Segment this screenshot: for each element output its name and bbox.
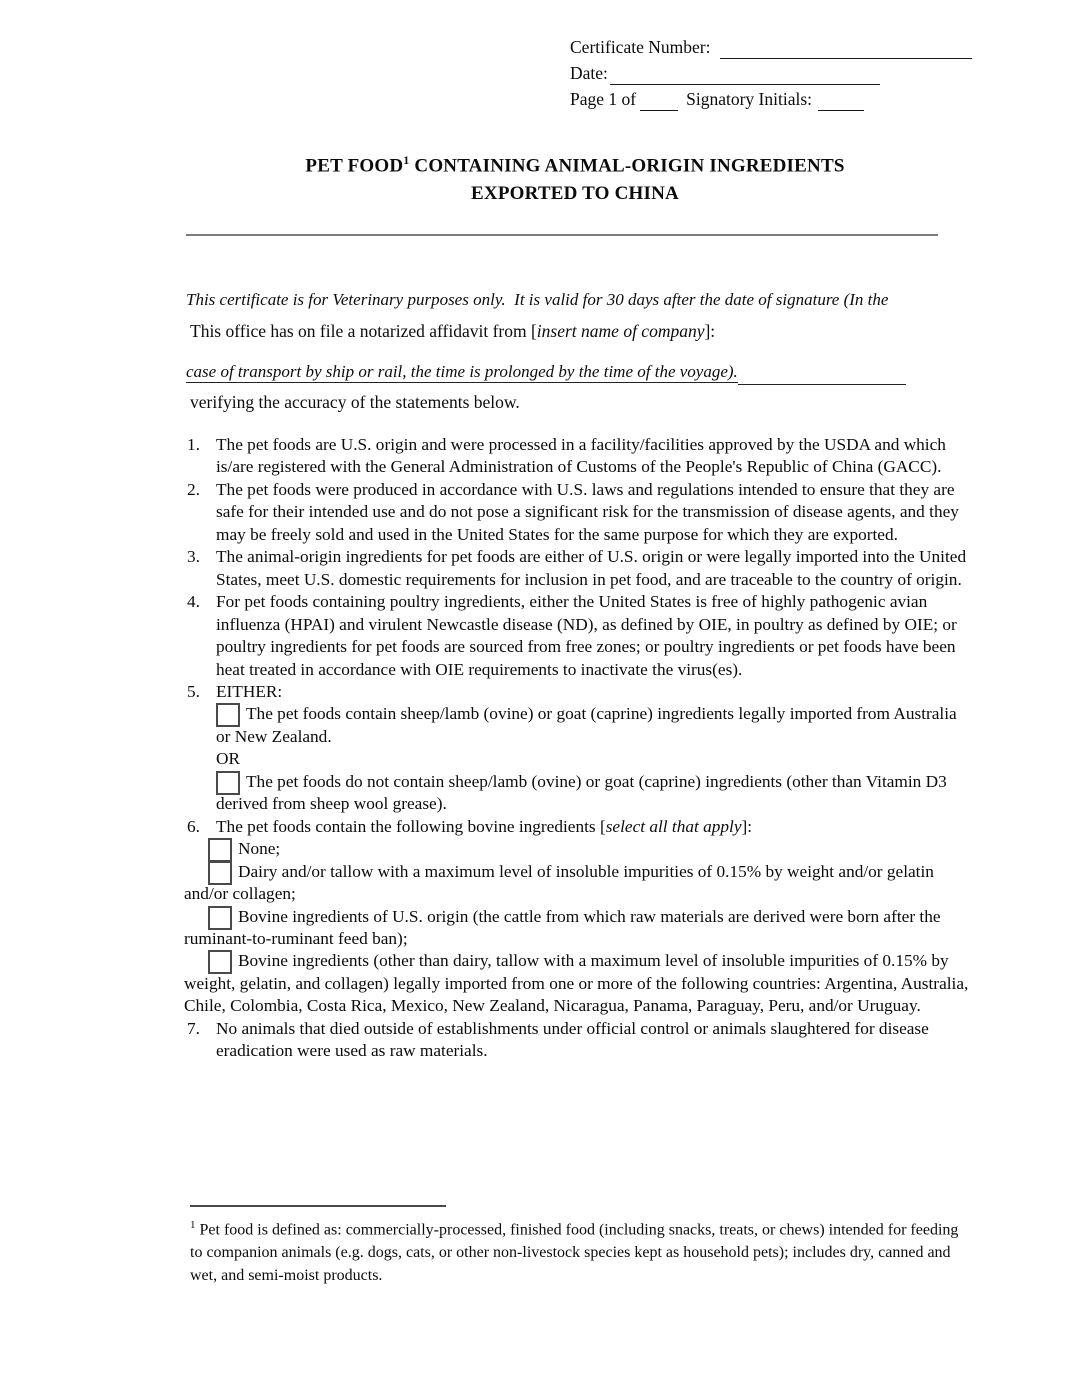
option-text: None; xyxy=(238,839,281,859)
option-text: The pet foods do not contain sheep/lamb (ovine) or goat (caprine) ingredients (other than Vitamin D3 derived from sheep wool grease). xyxy=(216,771,947,814)
signatory-initials-blank[interactable] xyxy=(818,92,864,111)
item-text: The pet foods were produced in accordance with U.S. laws and regulations intended to ensure that they are safe for their intended use and do not pose a significant risk for the transmission of disease agents, and they may be freely sold and used in the United States for the same purpose for which they are exported. xyxy=(216,479,959,544)
option-text: Bovine ingredients of U.S. origin (the cattle from which raw materials are derived were born after the ruminant-to-ruminant feed ban); xyxy=(184,906,941,948)
item-number: 1. xyxy=(187,435,200,454)
list-item-1 xyxy=(184,434,970,479)
select-all-note: select all that apply xyxy=(605,816,742,836)
bovine-intro: The pet foods contain the following bovine ingredients [select all that apply]: xyxy=(216,816,753,836)
validity-notice-line2: case of transport by ship or rail, the time is prolonged by the time of the voyage). xyxy=(186,360,938,384)
certificate-number-row xyxy=(570,34,1030,60)
option-no-sheep xyxy=(216,771,970,816)
date-blank[interactable] xyxy=(610,66,880,85)
item-number: 7. xyxy=(187,1018,200,1038)
item-number: 4. xyxy=(187,592,200,612)
page-signatory-row xyxy=(570,86,1030,112)
list-item-5 xyxy=(184,681,970,816)
item-text: The animal-origin ingredients for pet foods are either of U.S. origin or were legally imported into the United States, meet U.S. domestic requirements for inclusion in pet food, and are traceable to the country of origin. xyxy=(216,547,967,589)
signatory-initials-label: Signatory Initials: xyxy=(686,89,813,109)
list-item-4 xyxy=(184,591,970,681)
affidavit-paragraph: This office has on file a notarized affidavit from [insert name of company]: xyxy=(190,321,716,341)
item-text: The pet foods are U.S. origin and were processed in a facility/facilities approved by the USDA and which is/are registered with the General Administration of Customs of the People's Republic of China (GACC). xyxy=(216,435,946,477)
footnote-number: 1 xyxy=(190,1219,196,1231)
item-number: 3. xyxy=(187,547,200,567)
option-bovine-imported xyxy=(184,950,970,1017)
checkbox[interactable] xyxy=(208,842,238,854)
option-sheep-imported xyxy=(216,703,970,748)
option-text: Bovine ingredients (other than dairy, tallow with a maximum level of insoluble impurities of 0.15% by weight, gelatin, and collagen) legally imported from one or more of the following countries: Argentina, Australia, Chile, Colombia, Costa Rica, Mexico, New Zealand, Nicaragua, Panama, Paraguay, Peru, and/or Uruguay. xyxy=(184,951,969,1016)
list-item-2 xyxy=(184,479,970,546)
option-none xyxy=(184,838,970,860)
document-title-line1 xyxy=(190,146,960,180)
title-text: PET FOOD xyxy=(305,155,404,177)
page-total-blank[interactable] xyxy=(640,92,678,111)
or-label: OR xyxy=(216,749,241,769)
title-footnote-reference: 1 xyxy=(403,153,410,167)
either-label: EITHER: xyxy=(216,681,283,701)
option-bovine-us-origin xyxy=(184,906,970,951)
list-item-7 xyxy=(184,1018,970,1063)
list-item-6 xyxy=(184,816,970,1018)
item-number: 6. xyxy=(187,816,200,836)
document-title-line2: EXPORTED TO CHINA xyxy=(471,183,679,205)
footnote-separator xyxy=(190,1205,446,1207)
statements-list xyxy=(184,434,970,1063)
item-text: No animals that died outside of establishments under official control or animals slaughtered for disease eradication were used as raw materials. xyxy=(216,1018,929,1061)
option-text: Dairy and/or tallow with a maximum level of insoluble impurities of 0.15% by weight and/or gelatin and/or collagen; xyxy=(184,861,934,904)
list-item-3 xyxy=(184,546,970,591)
validity-notice-line1: This certificate is for Veterinary purposes only. It is valid for 30 days after the date of signature (In the xyxy=(186,290,889,309)
verifying-paragraph: verifying the accuracy of the statements below. xyxy=(190,392,520,412)
item-text: For pet foods containing poultry ingredients, either the United States is free of highly pathogenic avian influenza (HPAI) and virulent Newcastle disease (ND), as defined by OIE, in poultry as defined by OIE; or poultry ingredients for pet foods are sourced from free zones; or poultry ingredients or pet foods have been heat treated in accordance with OIE requirements to inactivate the virus(es). xyxy=(216,592,957,679)
date-row xyxy=(570,60,1030,86)
option-dairy-tallow xyxy=(184,861,970,906)
checkbox[interactable] xyxy=(208,910,238,922)
checkbox[interactable] xyxy=(216,707,246,719)
footnote-text: Pet food is defined as: commercially-processed, finished food (including snacks, treats, or chews) intended for feeding to companion animals (e.g. dogs, cats, or other non-livestock species kept as household pets); includes dry, canned and wet, and semi-moist products. xyxy=(190,1221,959,1285)
document-title xyxy=(190,146,960,208)
certificate-number-blank[interactable] xyxy=(720,40,972,59)
checkbox[interactable] xyxy=(208,865,238,877)
insert-company-placeholder: insert name of company xyxy=(536,321,705,341)
footnote xyxy=(190,1214,970,1287)
title-text-rest: CONTAINING ANIMAL-ORIGIN INGREDIENTS xyxy=(409,155,845,177)
item-number: 5. xyxy=(187,681,200,701)
certificate-number-label: Certificate Number: xyxy=(570,37,711,57)
date-label: Date: xyxy=(570,63,608,83)
option-text: The pet foods contain sheep/lamb (ovine) or goat (caprine) ingredients legally imported from Australia or New Zealand. xyxy=(216,704,957,746)
checkbox[interactable] xyxy=(216,775,246,787)
checkbox[interactable] xyxy=(208,954,238,966)
certificate-header xyxy=(570,34,1030,112)
item-number: 2. xyxy=(187,479,200,499)
notice-underline-extension xyxy=(738,368,906,385)
page-number-label: Page 1 of xyxy=(570,89,637,109)
